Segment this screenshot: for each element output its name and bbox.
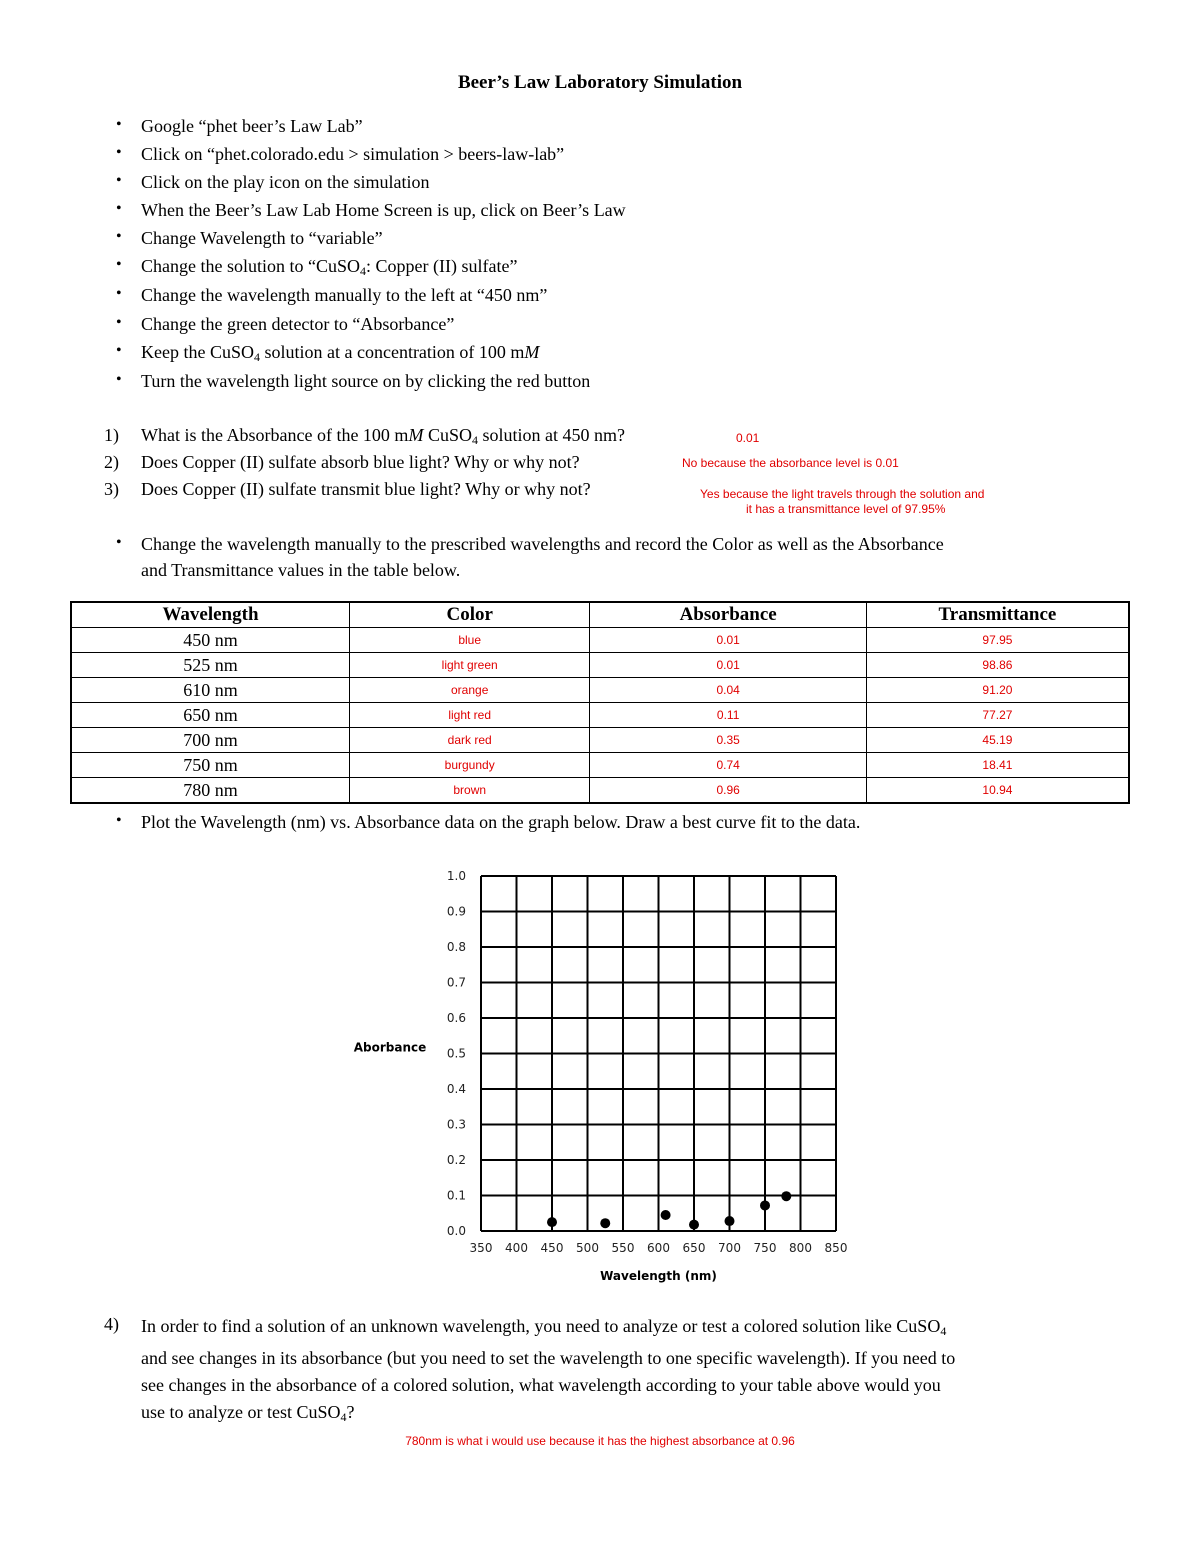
cell-wavelength: 650 nm — [71, 703, 349, 728]
cell-color: dark red — [349, 728, 589, 753]
x-tick-label: 650 — [682, 1241, 706, 1255]
cell-transmittance: 97.95 — [866, 628, 1129, 653]
data-point — [600, 1218, 610, 1228]
x-tick-label: 450 — [540, 1241, 564, 1255]
data-point — [661, 1210, 671, 1220]
x-tick-label: 600 — [647, 1241, 670, 1255]
y-tick-label: 0.0 — [446, 1224, 466, 1238]
question-4-line: In order to find a solution of an unknown wavelength, you need to analyze or test a colored solution like CuSO$_4$ — [141, 1316, 947, 1338]
y-tick-label: 0.5 — [446, 1046, 466, 1061]
data-point — [725, 1216, 735, 1226]
x-tick-label: 750 — [753, 1241, 777, 1255]
x-tick-label: 550 — [611, 1241, 635, 1255]
bullet-icon: • — [116, 812, 122, 829]
cell-transmittance: 91.20 — [866, 678, 1129, 703]
question-4-line: see changes in the absorbance of a colored solution, what wavelength according to your table above would you — [141, 1375, 941, 1395]
bullet-icon: • — [116, 534, 122, 551]
answer-2: No because the absorbance level is 0.01 — [682, 456, 899, 470]
y-tick-label: 0.9 — [446, 904, 466, 919]
data-point — [689, 1220, 699, 1230]
cell-transmittance: 77.27 — [866, 703, 1129, 728]
x-tick-label: 800 — [789, 1241, 812, 1255]
bullet-icon: • — [116, 371, 122, 388]
answer-1: 0.01 — [736, 431, 760, 445]
question-4-text — [141, 1313, 1141, 1431]
x-tick-label: 850 — [824, 1241, 848, 1255]
page-title: Beer’s Law Laboratory Simulation — [457, 72, 743, 93]
cell-wavelength: 750 nm — [71, 753, 349, 778]
cell-absorbance: 0.35 — [590, 728, 866, 753]
x-tick-label: 350 — [469, 1241, 493, 1255]
data-point — [781, 1191, 791, 1201]
cell-wavelength: 450 nm — [71, 628, 349, 653]
cell-wavelength: 610 nm — [71, 678, 349, 703]
y-tick-label: 1.0 — [446, 869, 466, 883]
x-tick-label: 500 — [576, 1241, 599, 1255]
cell-wavelength: 525 nm — [71, 653, 349, 678]
x-tick-label: 400 — [505, 1241, 528, 1255]
cell-absorbance: 0.04 — [590, 678, 866, 703]
question-4-line: use to analyze or test CuSO$_4$? — [141, 1402, 355, 1424]
cell-absorbance: 0.96 — [590, 778, 866, 804]
cell-wavelength: 700 nm — [71, 728, 349, 753]
bullet-icon: • — [116, 172, 122, 189]
cell-transmittance: 98.86 — [866, 653, 1129, 678]
cell-color: orange — [349, 678, 589, 703]
cell-transmittance: 10.94 — [866, 778, 1129, 804]
x-axis-label: Wavelength (nm) — [600, 1269, 717, 1283]
y-tick-label: 0.2 — [446, 1153, 466, 1167]
answer-4: 780nm is what i would use because it has the highest absorbance at 0.96 — [405, 1434, 795, 1448]
cell-transmittance: 45.19 — [866, 728, 1129, 753]
cell-color: light red — [349, 703, 589, 728]
y-tick-label: 0.7 — [446, 975, 466, 990]
question-4-line: and see changes in its absorbance (but you need to set the wavelength to one specific wavelength). If you need to — [141, 1348, 956, 1368]
x-tick-label: 700 — [718, 1241, 741, 1255]
cell-absorbance: 0.01 — [590, 653, 866, 678]
header-absorbance: Absorbance — [590, 602, 866, 628]
cell-absorbance: 0.01 — [590, 628, 866, 653]
header-transmittance: Transmittance — [866, 602, 1129, 628]
cell-color: blue — [349, 628, 589, 653]
bullet-icon: • — [116, 285, 122, 302]
bullet-icon: • — [116, 256, 122, 273]
y-tick-label: 0.1 — [446, 1188, 466, 1203]
y-axis-label: Aborbance — [353, 1040, 427, 1055]
data-point — [760, 1200, 770, 1210]
bullet-icon: • — [116, 144, 122, 161]
bullet-icon: • — [116, 314, 122, 331]
header-color: Color — [349, 602, 589, 628]
y-tick-label: 0.3 — [446, 1117, 466, 1132]
answer-3-line-1: Yes because the light travels through the solution and — [700, 487, 985, 501]
y-tick-label: 0.8 — [446, 940, 466, 954]
cell-wavelength: 780 nm — [71, 778, 349, 804]
cell-absorbance: 0.11 — [590, 703, 866, 728]
data-point — [547, 1217, 557, 1227]
y-tick-label: 0.6 — [446, 1011, 466, 1025]
cell-absorbance: 0.74 — [590, 753, 866, 778]
bullet-icon: • — [116, 342, 122, 359]
cell-color: burgundy — [349, 753, 589, 778]
answer-3-line-2: it has a transmittance level of 97.95% — [746, 502, 946, 516]
cell-color: brown — [349, 778, 589, 804]
bullet-icon: • — [116, 228, 122, 245]
y-tick-label: 0.4 — [446, 1082, 466, 1096]
bullet-icon: • — [116, 116, 122, 133]
bullet-icon: • — [116, 200, 122, 217]
cell-transmittance: 18.41 — [866, 753, 1129, 778]
header-wavelength: Wavelength — [71, 602, 349, 628]
cell-color: light green — [349, 653, 589, 678]
